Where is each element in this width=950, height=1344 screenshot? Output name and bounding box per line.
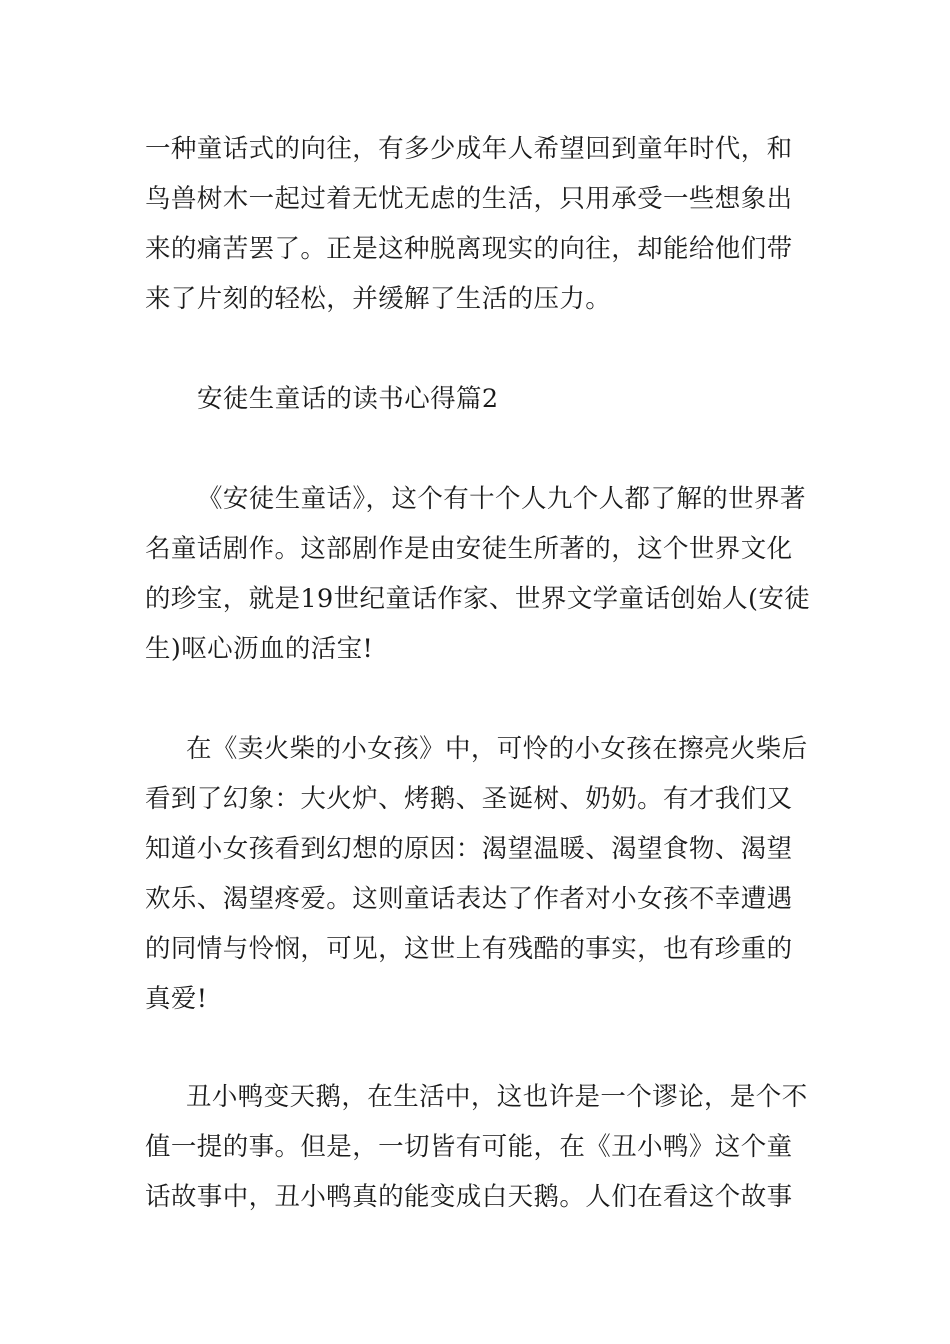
paragraph-line: 一种童话式的向往，有多少成年人希望回到童年时代，和 <box>145 134 793 164</box>
paragraph-line: 的同情与怜悯，可见，这世上有残酷的事实，也有珍重的 <box>145 934 793 964</box>
paragraph-line: 鸟兽树木一起过着无忧无虑的生活，只用承受一些想象出 <box>145 184 793 214</box>
paragraph-line: 知道小女孩看到幻想的原因：渴望温暖、渴望食物、渴望 <box>145 834 793 864</box>
paragraph-line: 看到了幻象：大火炉、烤鹅、圣诞树、奶奶。有才我们又 <box>145 784 793 814</box>
paragraph-line: 欢乐、渴望疼爱。这则童话表达了作者对小女孩不幸遭遇 <box>145 884 793 914</box>
paragraph-line: 来的痛苦罢了。正是这种脱离现实的向往，却能给他们带 <box>145 234 793 264</box>
paragraph-line: 丑小鸭变天鹅，在生活中，这也许是一个谬论，是个不 <box>186 1082 808 1112</box>
paragraph-line: 话故事中，丑小鸭真的能变成白天鹅。人们在看这个故事 <box>145 1182 793 1212</box>
paragraph-line: 值一提的事。但是，一切皆有可能，在《丑小鸭》这个童 <box>145 1132 793 1162</box>
paragraph-line: 来了片刻的轻松，并缓解了生活的压力。 <box>145 284 612 314</box>
paragraph-line: 名童话剧作。这部剧作是由安徒生所著的，这个世界文化 <box>145 534 793 564</box>
paragraph-line: 的珍宝，就是19世纪童话作家、世界文学童话创始人(安徒 <box>145 584 811 614</box>
section-title: 安徒生童话的读书心得篇2 <box>197 384 499 414</box>
paragraph-line: 真爱! <box>145 984 208 1014</box>
paragraph-line: 在《卖火柴的小女孩》中，可怜的小女孩在擦亮火柴后 <box>186 734 808 764</box>
paragraph-line: 生)呕心沥血的活宝! <box>145 634 374 664</box>
paragraph-line: 《安徒生童话》，这个有十个人九个人都了解的世界著 <box>197 484 806 514</box>
